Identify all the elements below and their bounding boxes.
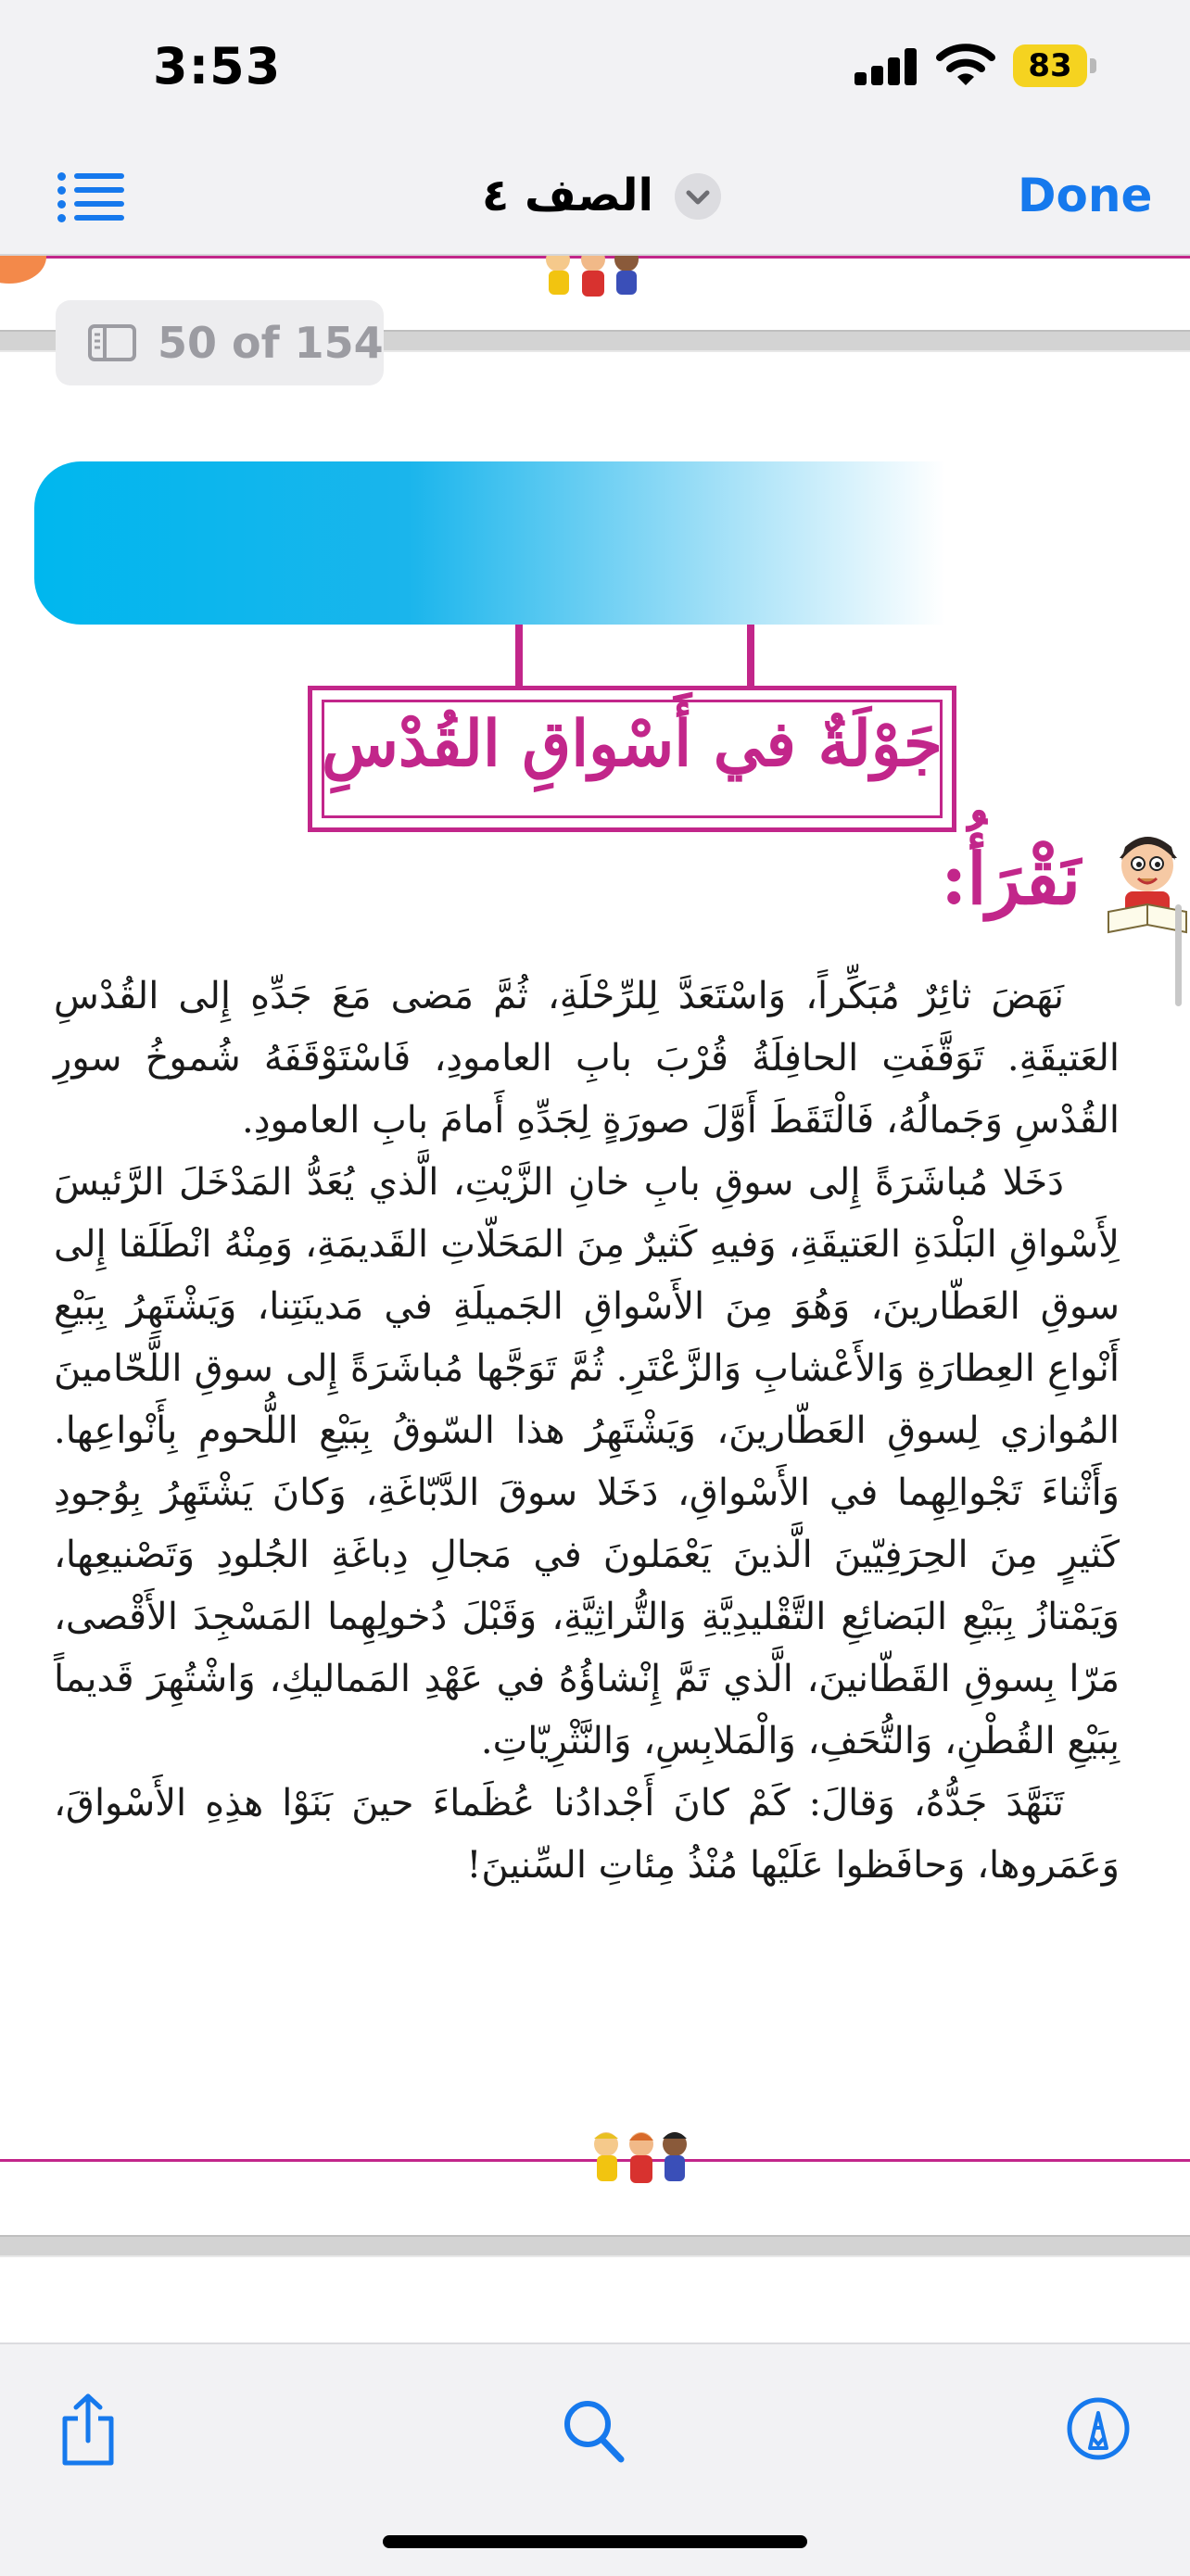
reading-passage [54, 966, 1120, 1897]
document-page[interactable] [0, 256, 1190, 2342]
markup-icon[interactable] [1066, 2396, 1131, 2461]
paragraph: دَخَلا مُباشَرَةً إِلى سوقِ بابِ خانِ الزَّيْتِ، الَّذي يُعَدُّ المَدْخَلَ الرَّئيسَ لِأَسْواقِ البَلْدَةِ العَتيقَةِ، وَفيهِ كَثيرٌ مِنَ المَحَلّاتِ القَديمَةِ، وَمِنْهُ انْطَلَقا إِلى سوقِ العَطّارينَ، وَهُوَ مِنَ الأَسْواقِ الجَميلَةِ في مَدينَتِنا، وَيَشْتَهِرُ بِبَيْعِ أَنْواعِ العِطارَةِ وَالأَعْشابِ وَالزَّعْتَرِ. ثُمَّ تَوَجَّها مُباشَرَةً إِلى سوقِ اللَّحّامينَ المُوازي لِسوقِ العَطّارينَ، وَيَشْتَهِرُ هذا السّوقُ بِبَيْعِ اللُّحومِ بِأَنْواعِها. وَأَثْناءَ تَجْوالِهِما في الأَسْواقِ، دَخَلا سوقَ الدَّبّاغَةِ، وَكانَ يَشْتَهِرُ بِوُجودِ كَثيرٍ مِنَ الحِرَفِيّينَ الَّذينَ يَعْمَلونَ في مَجالِ دِباغَةِ الجُلودِ وَتَصْنيعِها، وَيَمْتازُ بِبَيْعِ البَضائِعِ التَّقْليدِيَّةِ وَالتُّراثِيَّةِ، وَقَبْلَ دُخولِهِما المَسْجِدَ الأَقْصى، مَرّا بِسوقِ القَطّانينَ، الَّذي تَمَّ إِنْشاؤُهُ في عَهْدِ المَماليكِ، وَاشْتُهِرَ قَديماً بِبَيْعِ القُطْنِ، وَالتُّحَفِ، وَالْمَلابِسِ، وَالنَّثْرِيّاتِ. [54, 1161, 1120, 1762]
done-button[interactable]: Done [1018, 169, 1153, 222]
wifi-icon [936, 43, 995, 87]
status-time: 3:53 [153, 37, 282, 95]
page-counter-pill [56, 300, 384, 385]
share-icon[interactable] [57, 2393, 119, 2467]
kids-mascot-icon [576, 2129, 706, 2194]
home-indicator[interactable] [383, 2535, 807, 2548]
decorative-blob [0, 256, 46, 284]
decorative-banner [34, 461, 1190, 625]
battery-icon [1013, 44, 1098, 87]
read-heading: نَقْرَأُ: [941, 838, 1081, 920]
chevron-down-icon[interactable] [675, 173, 721, 220]
lesson-title-box [308, 686, 956, 832]
paragraph: نَهَضَ ثائِرٌ مُبَكِّراً، وَاسْتَعَدَّ لِلرِّحْلَةِ، ثُمَّ مَضى مَعَ جَدِّهِ إِلى القُدْسِ العَتيقَةِ. تَوَقَّفَتِ الحافِلَةُ قُرْبَ بابِ العامودِ، فَاسْتَوْقَفَهُ شُموخُ سورِ القُدْسِ وَجَمالُهُ، فَالْتَقَطَ أَوَّلَ صورَةٍ لِجَدِّهِ أَمامَ بابِ العامودِ. [54, 975, 1120, 1142]
status-bar [0, 0, 1190, 139]
document-title: الصف ٤ [482, 170, 653, 221]
cellular-signal-icon [855, 48, 919, 85]
list-icon[interactable] [57, 167, 124, 222]
banner-hanger-right [747, 625, 754, 689]
search-icon[interactable] [562, 2398, 627, 2465]
nav-bar [0, 139, 1190, 256]
scroll-indicator[interactable] [1175, 904, 1182, 1006]
book-icon [88, 324, 136, 361]
page-separator [0, 2235, 1190, 2257]
banner-hanger-left [515, 625, 523, 689]
kids-mascot-icon [528, 256, 658, 311]
document-title-menu[interactable] [371, 163, 760, 228]
paragraph: تَنَهَّدَ جَدُّهُ، وَقالَ: كَمْ كانَ أَجْدادُنا عُظَماءَ حينَ بَنَوْا هذِهِ الأَسْواقَ، وَعَمَروها، وَحافَظوا عَلَيْها مُنْذُ مِئاتِ السِّنينَ! [54, 1782, 1120, 1887]
battery-level: 83 [1028, 47, 1072, 84]
lesson-title: جَوْلَةٌ في أَسْواقِ القُدْسِ [322, 707, 943, 781]
page-counter: 50 of 154 [158, 318, 384, 368]
